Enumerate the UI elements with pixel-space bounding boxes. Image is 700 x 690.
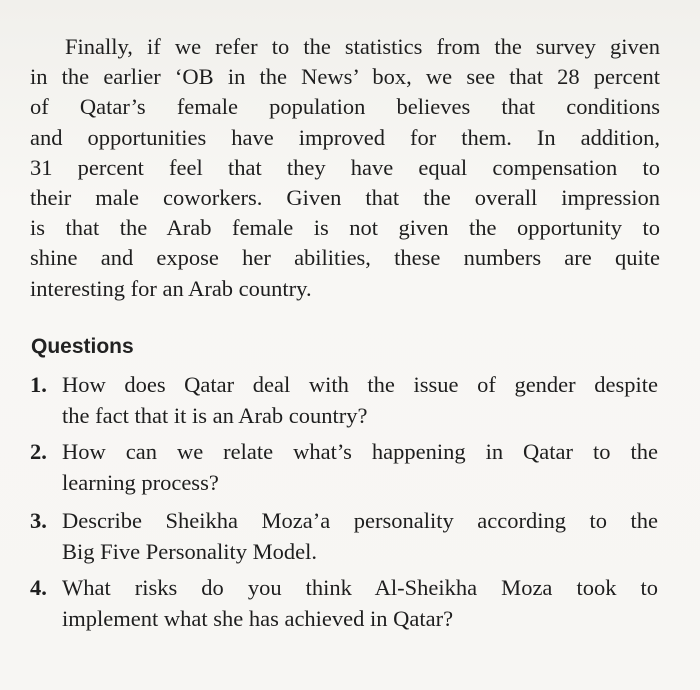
body-paragraph — [30, 32, 660, 304]
paragraph-line: is that the Arab female is not given the opportunity to — [30, 215, 660, 241]
questions-heading: Questions — [31, 335, 134, 358]
question-line: How can we relate what’s happening in Qatar to the — [62, 439, 658, 464]
question-line: the fact that it is an Arab country? — [62, 402, 368, 428]
paragraph-line: of Qatar’s female population believes that conditions — [30, 94, 660, 120]
question-item — [30, 437, 658, 498]
paragraph-line: interesting for an Arab country. — [30, 275, 312, 301]
question-line: Big Five Personality Model. — [62, 538, 317, 564]
paragraph-line: shine and expose her abilities, these numbers are quite — [30, 245, 660, 271]
question-line: learning process? — [62, 469, 219, 495]
question-number: 3. — [30, 508, 47, 533]
paragraph-line: in the earlier ‘OB in the News’ box, we see that 28 percent — [30, 64, 660, 90]
question-item — [30, 506, 658, 567]
question-item — [30, 370, 658, 431]
paragraph-line: 31 percent feel that they have equal compensation to — [30, 154, 660, 180]
paragraph-line: and opportunities have improved for them. In addition, — [30, 124, 660, 150]
question-number: 4. — [30, 575, 47, 600]
question-line: How does Qatar deal with the issue of gender despite — [62, 372, 658, 397]
question-line: Describe Sheikha Moza’a personality according to the — [62, 508, 658, 533]
question-line: What risks do you think Al-Sheikha Moza took to — [62, 575, 658, 600]
question-number: 1. — [30, 372, 47, 397]
paragraph-line: Finally, if we refer to the statistics from the survey given — [65, 34, 660, 59]
question-line: implement what she has achieved in Qatar? — [62, 605, 454, 631]
question-number: 2. — [30, 439, 47, 464]
paragraph-line: their male coworkers. Given that the overall impression — [30, 184, 660, 210]
question-item — [30, 573, 658, 634]
